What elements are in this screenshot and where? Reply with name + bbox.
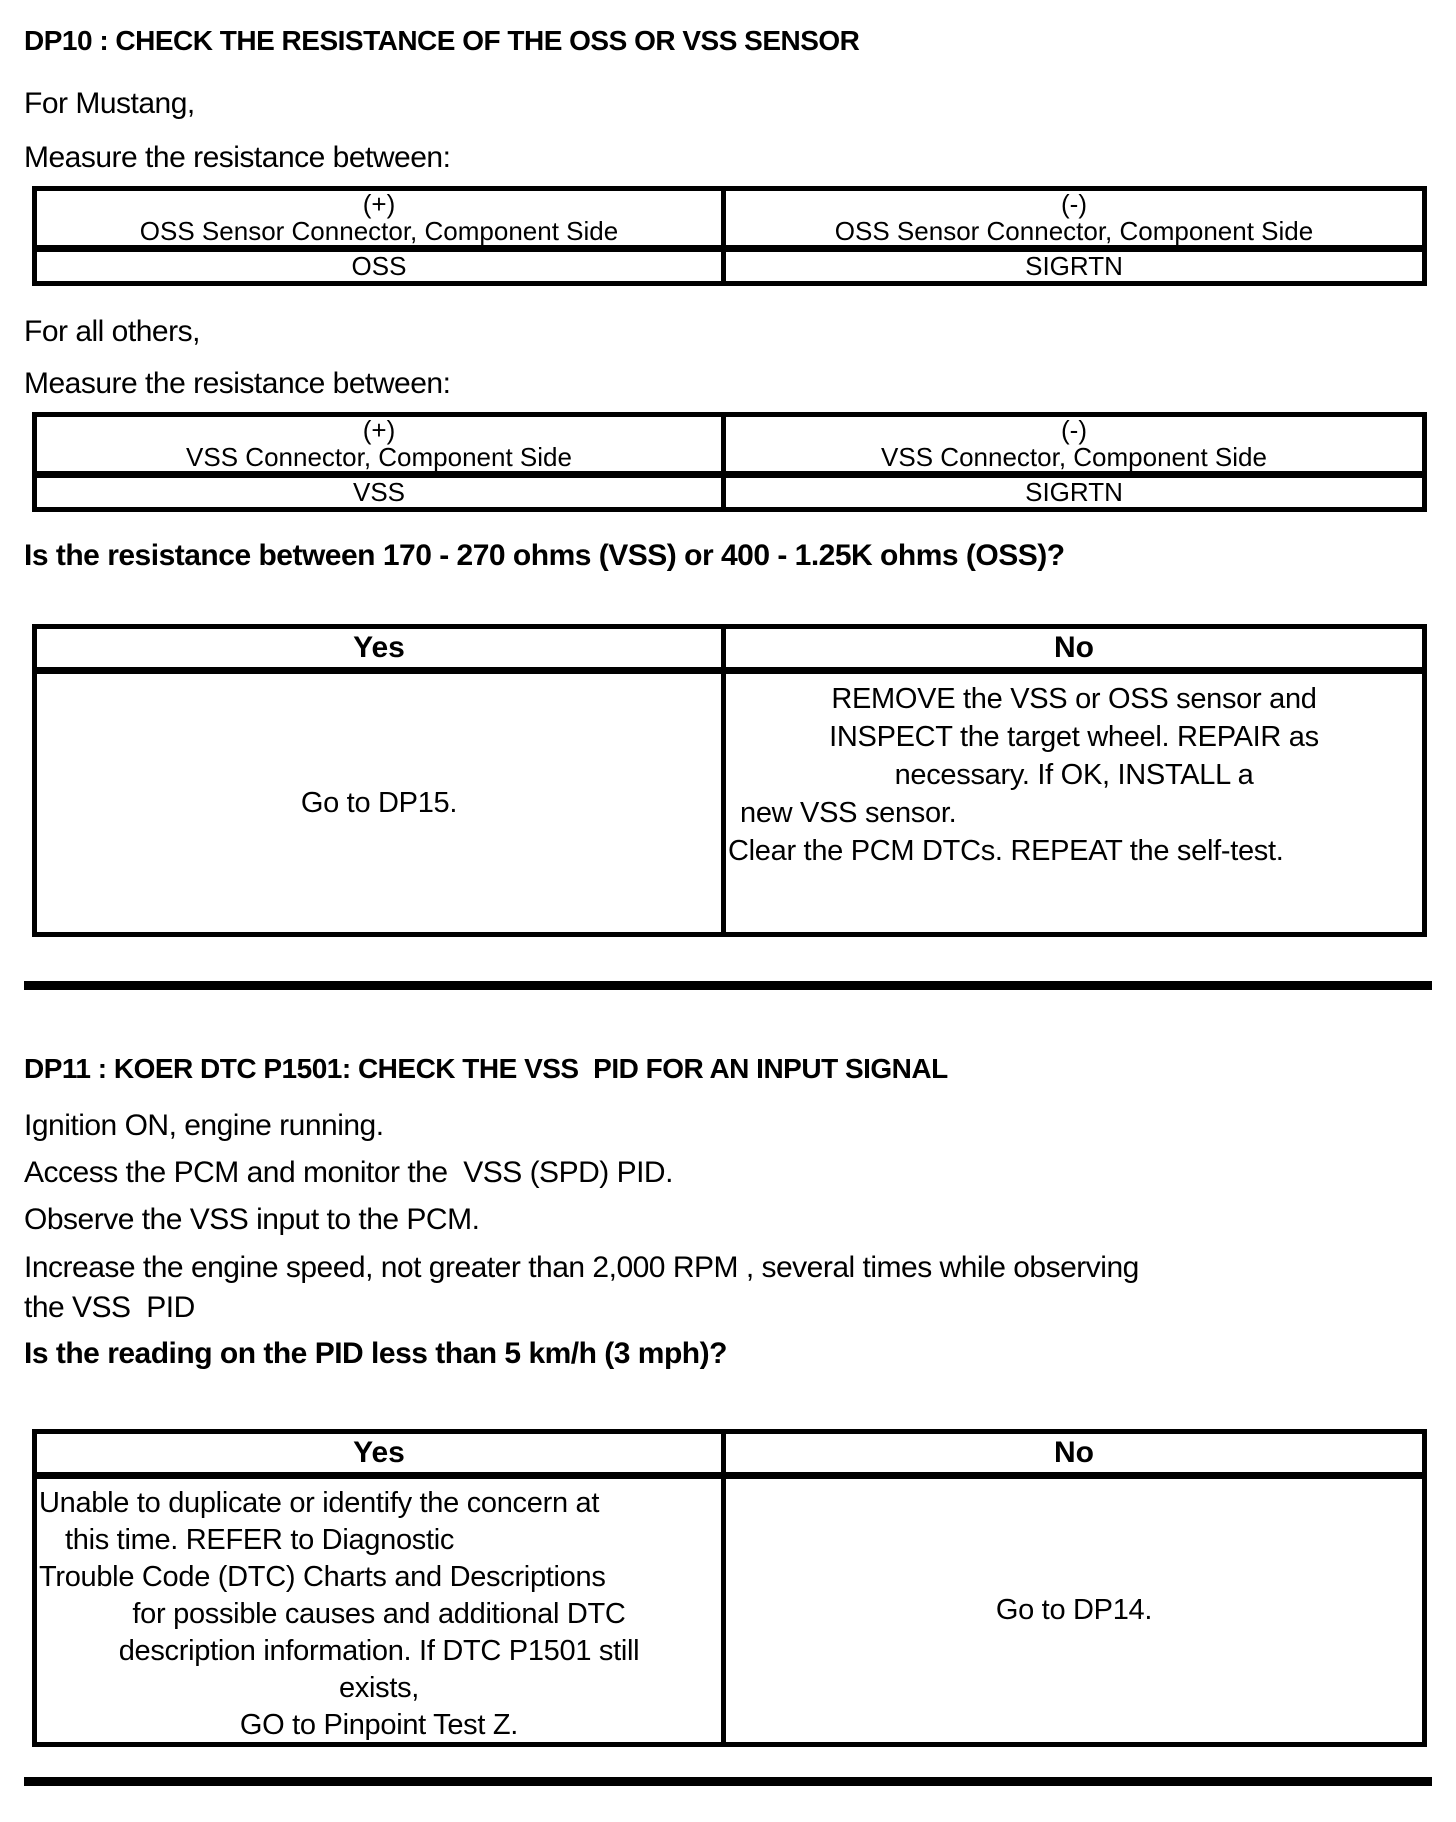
dp10-result-body-row	[37, 674, 1422, 932]
vss-table-header-minus	[721, 417, 1422, 471]
dp11-yes-line: description information. If DTC P1501 still	[118, 1635, 640, 1667]
dp11-yes-cell	[37, 1479, 721, 1742]
no-header: No	[721, 1434, 1422, 1472]
plus-label: VSS Connector, Component Side	[186, 442, 572, 471]
dp10-measure-1: Measure the resistance between:	[24, 141, 451, 174]
section-divider	[24, 981, 1432, 990]
dp11-heading: DP11 : KOER DTC P1501: CHECK THE VSS PID FOR AN INPUT SIGNAL	[24, 1053, 948, 1084]
dp10-no-action	[726, 674, 1422, 870]
dp11-yes-line: this time. REFER to Diagnostic	[65, 1524, 455, 1556]
plus-sign: (+)	[362, 191, 396, 219]
dp11-no-action: Go to DP14.	[995, 1594, 1153, 1626]
dp10-yes-action: Go to DP15.	[300, 786, 458, 819]
dp11-step-4-line-1: Increase the engine speed, not greater than 2,000 RPM , several times while observing	[24, 1251, 1139, 1284]
oss-table-header-row	[37, 191, 1422, 252]
plus-sign: (+)	[362, 417, 396, 445]
minus-label: OSS Sensor Connector, Component Side	[834, 216, 1314, 245]
yes-header: Yes	[353, 1436, 405, 1469]
minus-sign: (-)	[1061, 417, 1087, 445]
oss-table-minus-pin: SIGRTN	[721, 252, 1422, 281]
dp10-no-cell	[721, 674, 1422, 932]
dp10-no-line: INSPECT the target wheel. REPAIR as	[829, 721, 1319, 753]
dp10-intro-mustang: For Mustang,	[24, 87, 195, 120]
vss-connector-table	[32, 412, 1427, 512]
oss-connector-table	[32, 186, 1427, 286]
dp11-step-4	[24, 1248, 1456, 1328]
yes-header: Yes	[353, 631, 405, 664]
page-bottom-rule	[24, 1777, 1432, 1786]
vss-table-header-row	[37, 417, 1422, 478]
dp11-yes-line: Unable to duplicate or identify the concern at	[39, 1487, 600, 1519]
vss-table-data-row	[37, 478, 1422, 507]
dp11-no-cell	[721, 1479, 1422, 1742]
dp10-heading: DP10 : CHECK THE RESISTANCE OF THE OSS OR VSS SENSOR	[24, 25, 860, 56]
dp10-result-table	[32, 624, 1427, 937]
dp10-no-line: necessary. If OK, INSTALL a	[894, 759, 1254, 791]
dp10-result-header-row	[37, 629, 1422, 674]
oss-table-plus-pin: OSS	[351, 252, 407, 281]
dp10-no-line: REMOVE the VSS or OSS sensor and	[831, 683, 1317, 715]
dp11-yes-action	[37, 1479, 721, 1742]
plus-label: OSS Sensor Connector, Component Side	[139, 216, 619, 245]
dp11-result-table	[32, 1429, 1427, 1747]
dp10-question: Is the resistance between 170 - 270 ohms (VSS) or 400 - 1.25K ohms (OSS)?	[24, 539, 1065, 572]
dp11-step-4-line-2: the VSS PID	[24, 1291, 195, 1324]
vss-table-header-plus	[37, 417, 721, 471]
dp10-measure-2: Measure the resistance between:	[24, 367, 451, 400]
dp11-result-body-row	[37, 1479, 1422, 1742]
dp11-result-header-row	[37, 1434, 1422, 1479]
dp11-step-3: Observe the VSS input to the PCM.	[24, 1203, 480, 1236]
dp10-yes-cell	[37, 674, 721, 932]
vss-table-minus-pin: SIGRTN	[721, 478, 1422, 507]
dp11-step-2: Access the PCM and monitor the VSS (SPD) PID.	[24, 1156, 673, 1189]
dp11-yes-line: for possible causes and additional DTC	[132, 1598, 626, 1630]
minus-sign: (-)	[1061, 191, 1087, 219]
dp11-yes-line: GO to Pinpoint Test Z.	[239, 1709, 519, 1741]
dp10-intro-others: For all others,	[24, 315, 200, 348]
dp11-step-1: Ignition ON, engine running.	[24, 1109, 384, 1142]
oss-table-header-minus	[721, 191, 1422, 245]
dp11-yes-line: Trouble Code (DTC) Charts and Descriptions	[39, 1561, 606, 1593]
minus-label: VSS Connector, Component Side	[881, 442, 1267, 471]
vss-table-plus-pin: VSS	[352, 478, 406, 507]
no-header: No	[721, 629, 1422, 667]
dp11-question: Is the reading on the PID less than 5 km/h (3 mph)?	[24, 1337, 727, 1370]
dp10-no-line: new VSS sensor.	[740, 797, 957, 829]
dp10-no-line: Clear the PCM DTCs. REPEAT the self-test.	[728, 835, 1284, 867]
oss-table-header-plus	[37, 191, 721, 245]
oss-table-data-row	[37, 252, 1422, 281]
dp11-yes-line: exists,	[338, 1672, 420, 1704]
